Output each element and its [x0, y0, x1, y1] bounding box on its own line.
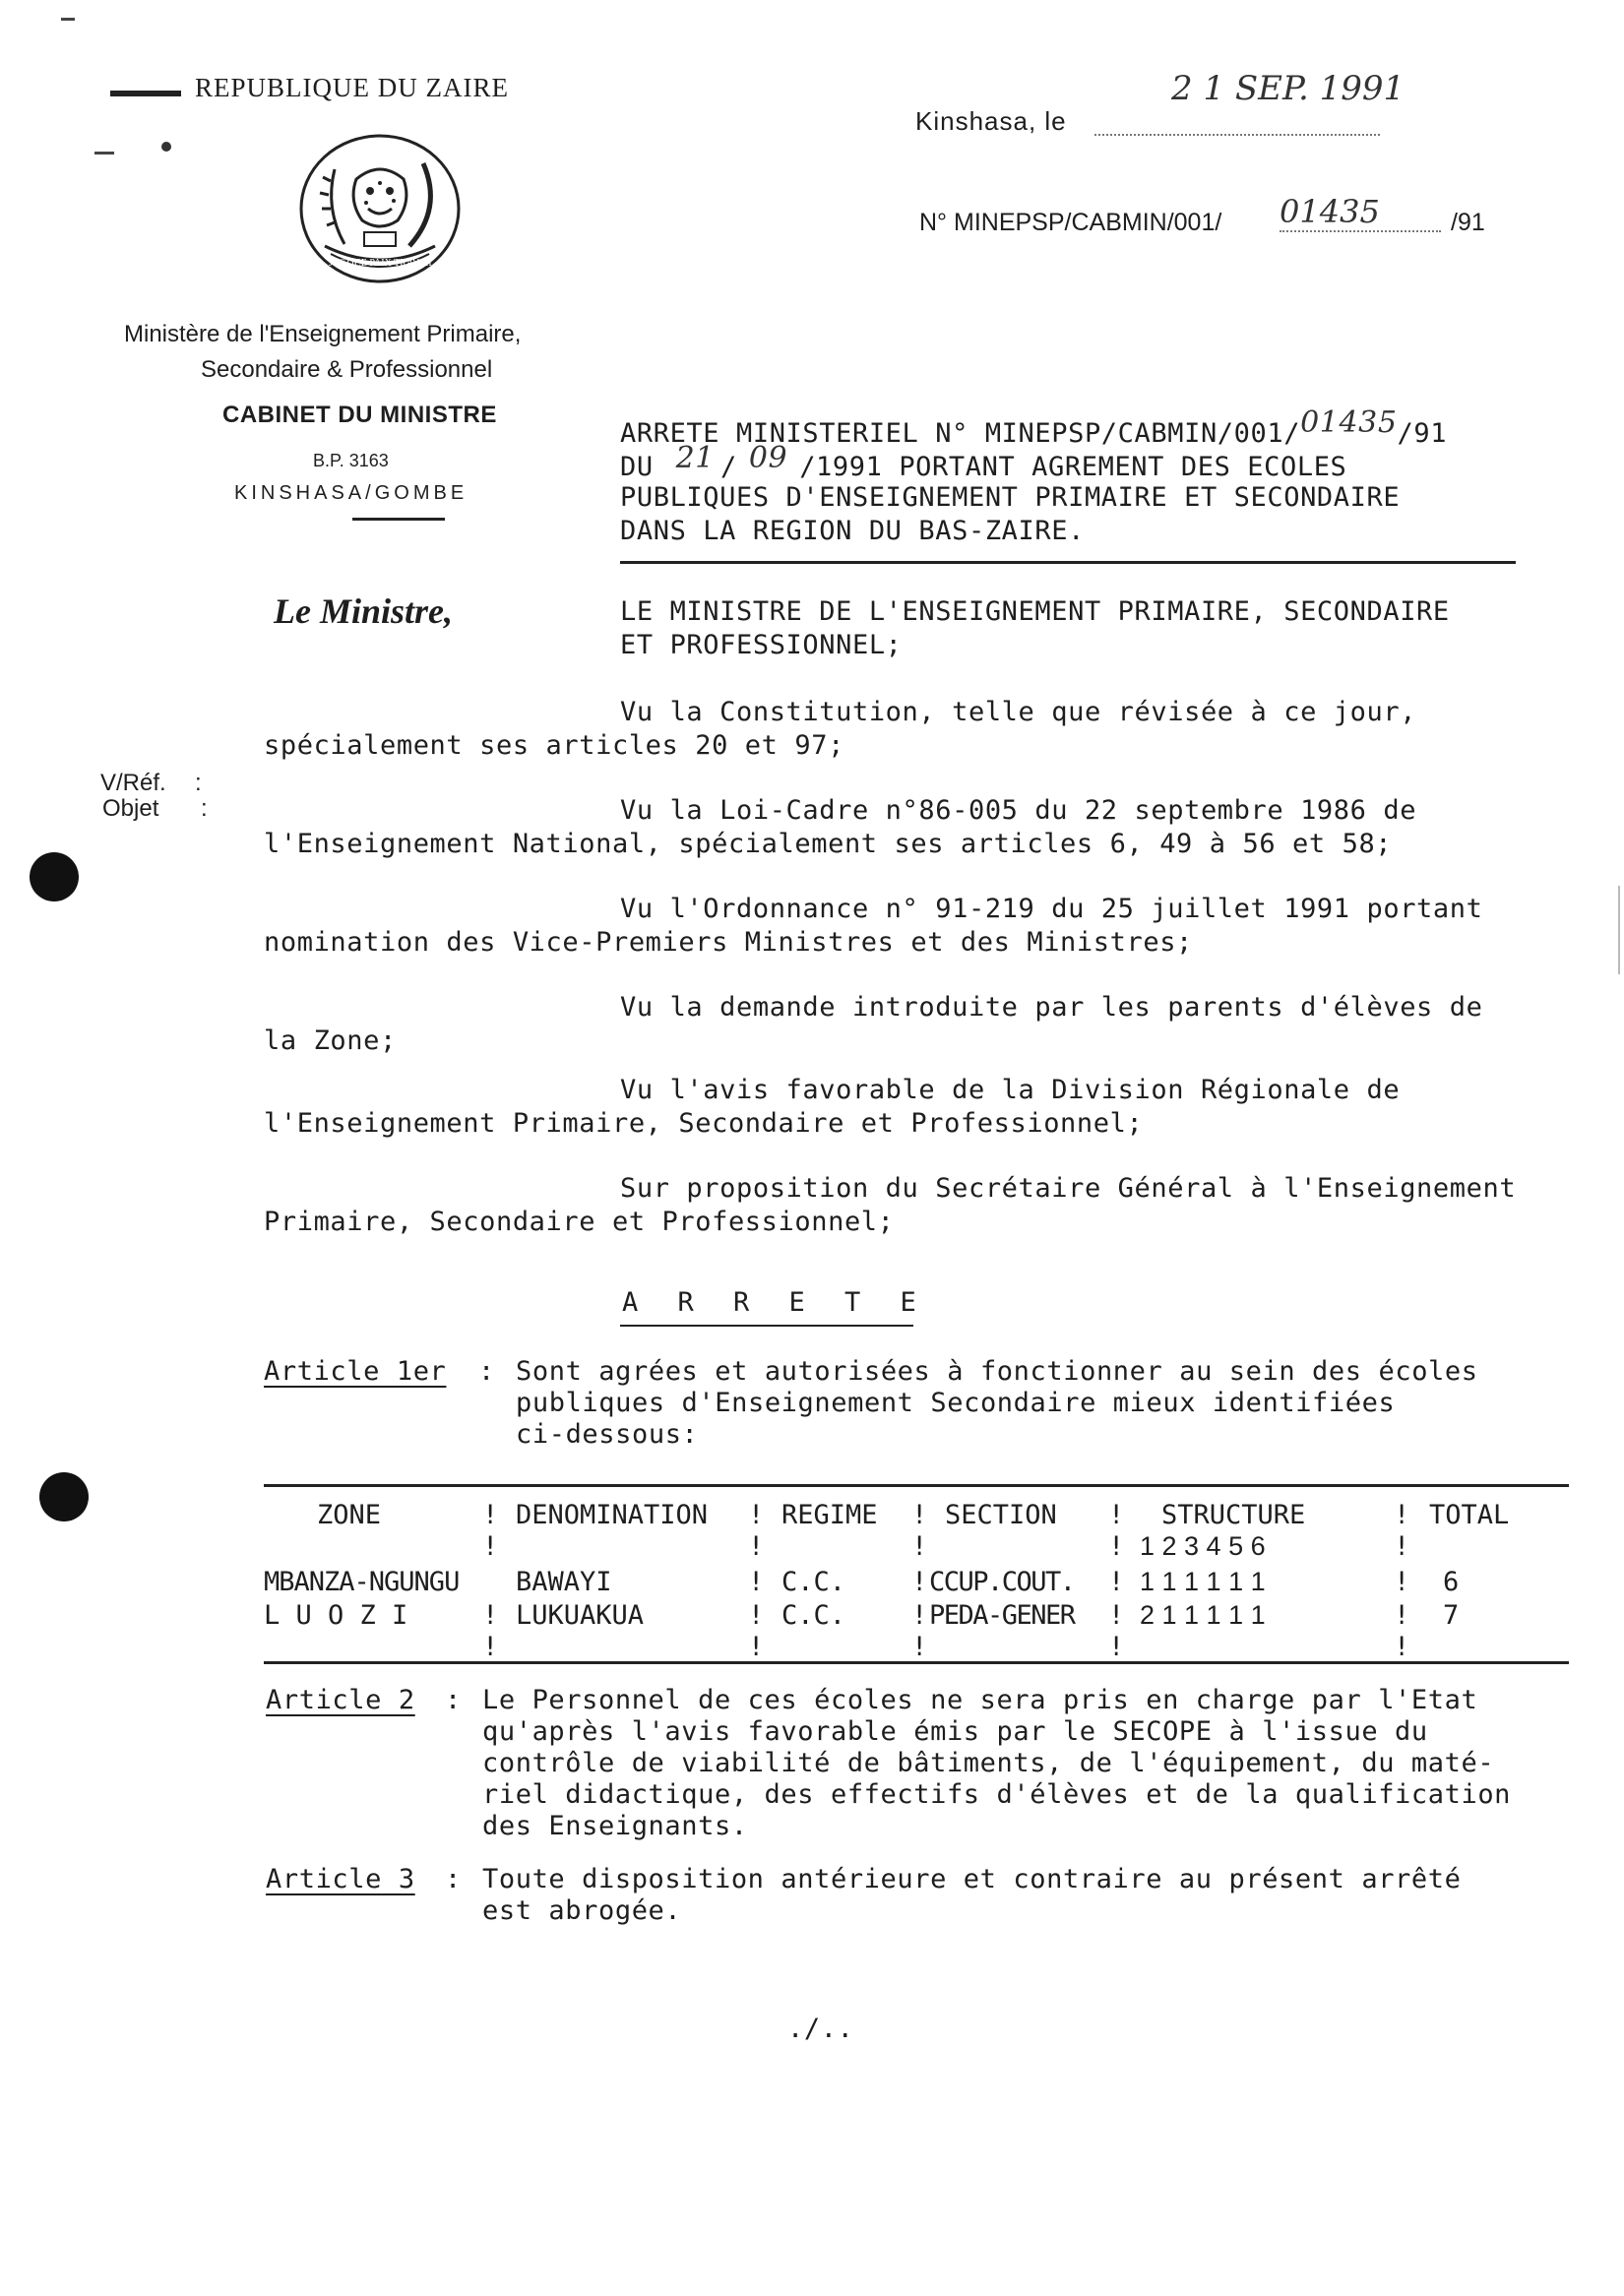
sep: !: [911, 1600, 928, 1631]
sep: !: [748, 1500, 765, 1530]
cell-zone: MBANZA-NGUNGU: [264, 1567, 460, 1597]
cell-regime: C.C.: [781, 1600, 846, 1631]
sep: !: [1108, 1567, 1125, 1597]
ministre-line1: LE MINISTRE DE L'ENSEIGNEMENT PRIMAIRE, SECONDAIRE: [620, 596, 1450, 627]
objet-colon: :: [201, 795, 208, 822]
v-ref-colon: :: [195, 770, 202, 796]
sep: !: [911, 1500, 928, 1530]
article-1-line2: publiques d'Enseignement Secondaire mieux identifiées: [516, 1388, 1396, 1418]
sur-proposition-line2: Primaire, Secondaire et Professionnel;: [264, 1207, 895, 1237]
cell-section: CCUP.COUT.: [929, 1567, 1075, 1597]
sur-proposition-line1: Sur proposition du Secrétaire Général à l'Enseignement: [620, 1173, 1517, 1204]
republic-heading: REPUBLIQUE DU ZAIRE: [195, 73, 509, 102]
sep: !: [748, 1632, 765, 1662]
margin-mark: [61, 18, 75, 21]
city-line: KINSHASA/GOMBE: [234, 482, 468, 504]
table-top-rule: [264, 1484, 1569, 1487]
sep: !: [1394, 1500, 1410, 1530]
sep: !: [748, 1600, 765, 1631]
punch-hole: [39, 1472, 89, 1521]
article-3-line1: Toute disposition antérieure et contraire au présent arrêté: [482, 1864, 1462, 1894]
date-dotted-line: [1094, 132, 1380, 136]
arrete-title-number: 01435: [1300, 405, 1398, 440]
article-3-line2: est abrogée.: [482, 1895, 682, 1926]
sep: !: [1394, 1600, 1410, 1631]
arrete-title-suffix: /91: [1397, 418, 1448, 449]
arrete-title-line3: PUBLIQUES D'ENSEIGNEMENT PRIMAIRE ET SECONDAIRE: [620, 482, 1401, 513]
handwritten-date: 2 1 SEP. 1991: [1171, 69, 1405, 108]
sep: !: [1108, 1600, 1125, 1631]
arrete-title-slash: /: [719, 452, 737, 482]
postal-box: B.P. 3163: [313, 451, 389, 470]
sep: !: [1394, 1632, 1410, 1662]
objet-label: Objet: [102, 795, 159, 822]
vu-avis-line1: Vu l'avis favorable de la Division Régionale de: [620, 1075, 1401, 1105]
article-1-line1: Sont agrées et autorisées à fonctionner au sein des écoles: [516, 1356, 1478, 1387]
header-zone: ZONE: [317, 1500, 382, 1530]
header-total: TOTAL: [1429, 1500, 1510, 1530]
margin-mark: [1618, 886, 1620, 974]
place-label: Kinshasa, le: [915, 106, 1067, 136]
article-2-line2: qu'après l'avis favorable émis par le SECOPE à l'issue du: [482, 1716, 1428, 1747]
arrete-heading-underline: [620, 1325, 913, 1327]
handwritten-reference: 01435: [1280, 193, 1380, 230]
arrete-title-rest: /1991 PORTANT AGREMENT DES ECOLES: [799, 452, 1347, 482]
margin-mark: [161, 142, 171, 152]
article-1-line3: ci-dessous:: [516, 1419, 699, 1450]
city-underline: [352, 518, 445, 521]
emblem-motto: JUSTICE PAIX TRAVAIL: [329, 258, 435, 269]
reference-suffix: /91: [1451, 209, 1485, 236]
punch-hole: [30, 852, 79, 901]
arrete-title-line1: [620, 405, 1448, 450]
header-structure: STRUCTURE: [1161, 1500, 1306, 1530]
cell-total: 6: [1443, 1567, 1460, 1597]
arrete-title-day: 21: [675, 441, 715, 475]
sep: !: [482, 1600, 499, 1631]
sep: !: [748, 1531, 765, 1562]
cell-structure: 1 1 1 1 1 1: [1140, 1567, 1266, 1596]
article-3-colon: :: [445, 1864, 462, 1894]
margin-mark: [94, 152, 114, 155]
vu-demande-line1: Vu la demande introduite par les parents d'élèves de: [620, 992, 1483, 1023]
cell-zone: L U O Z I: [264, 1600, 408, 1631]
arrete-title-du: DU: [620, 452, 654, 482]
vu-loi-cadre-line1: Vu la Loi-Cadre n°86-005 du 22 septembre 1986 de: [620, 795, 1417, 826]
sep: !: [482, 1632, 499, 1662]
page-continuation: ./..: [787, 2014, 854, 2044]
vu-constitution-line1: Vu la Constitution, telle que révisée à ce jour,: [620, 697, 1417, 727]
cell-section: PEDA-GENER: [929, 1600, 1075, 1631]
article-3-label: Article 3: [266, 1864, 415, 1894]
cell-denomination: BAWAYI: [516, 1567, 612, 1597]
cell-structure: 2 1 1 1 1 1: [1140, 1600, 1266, 1630]
arrete-title-month: 09: [748, 441, 788, 475]
cell-total: 7: [1443, 1600, 1460, 1631]
article-2-line1: Le Personnel de ces écoles ne sera pris en charge par l'Etat: [482, 1685, 1478, 1715]
header-regime: REGIME: [781, 1500, 878, 1530]
article-2-line5: des Enseignants.: [482, 1811, 748, 1841]
sep: !: [748, 1567, 765, 1597]
header-section: SECTION: [945, 1500, 1057, 1530]
vu-demande-line2: la Zone;: [264, 1025, 397, 1056]
sep: !: [1108, 1531, 1125, 1562]
article-1-label: Article 1er: [264, 1356, 447, 1387]
article-2-label: Article 2: [266, 1685, 415, 1715]
vu-constitution-line2: spécialement ses articles 20 et 97;: [264, 730, 844, 761]
sep: !: [482, 1531, 499, 1562]
sep: !: [1108, 1500, 1125, 1530]
vu-loi-cadre-line2: l'Enseignement National, spécialement ses articles 6, 49 à 56 et 58;: [264, 829, 1393, 859]
sep: !: [1394, 1567, 1410, 1597]
v-ref-label: V/Réf.: [100, 770, 166, 796]
sep: !: [482, 1500, 499, 1530]
arrete-title-line2: [620, 441, 1347, 483]
sep: !: [911, 1632, 928, 1662]
cabinet-heading: CABINET DU MINISTRE: [222, 402, 497, 428]
arrete-title-line4: DANS LA REGION DU BAS-ZAIRE.: [620, 516, 1085, 546]
article-2-line3: contrôle de viabilité de bâtiments, de l'équipement, du maté-: [482, 1748, 1495, 1778]
ministry-name-line1: Ministère de l'Enseignement Primaire,: [124, 321, 522, 347]
article-1-colon: :: [478, 1356, 495, 1387]
reference-prefix: N° MINEPSP/CABMIN/001/: [919, 209, 1222, 236]
sep: !: [1394, 1531, 1410, 1562]
sep: !: [911, 1531, 928, 1562]
cell-denomination: LUKUAKUA: [516, 1600, 645, 1631]
ministre-line2: ET PROFESSIONNEL;: [620, 630, 903, 660]
republic-marker: [110, 91, 181, 96]
le-ministre-signature: Le Ministre,: [274, 591, 454, 631]
vu-avis-line2: l'Enseignement Primaire, Secondaire et Professionnel;: [264, 1108, 1144, 1139]
sep: !: [911, 1567, 928, 1597]
ministry-name-line2: Secondaire & Professionnel: [201, 356, 493, 383]
vu-ordonnance-line1: Vu l'Ordonnance n° 91-219 du 25 juillet 1991 portant: [620, 894, 1483, 924]
sep: !: [1108, 1632, 1125, 1662]
article-2-line4: riel didactique, des effectifs d'élèves et de la qualification: [482, 1779, 1512, 1810]
header-structure-digits: 1 2 3 4 5 6: [1140, 1531, 1266, 1561]
arrete-title-prefix: ARRETE MINISTERIEL N° MINEPSP/CABMIN/001/: [620, 418, 1301, 449]
header-denomination: DENOMINATION: [516, 1500, 709, 1530]
cell-regime: C.C.: [781, 1567, 846, 1597]
arrete-heading: A R R E T E: [622, 1287, 928, 1318]
article-2-colon: :: [445, 1685, 462, 1715]
title-rule: [620, 561, 1516, 564]
vu-ordonnance-line2: nomination des Vice-Premiers Ministres et des Ministres;: [264, 927, 1193, 958]
